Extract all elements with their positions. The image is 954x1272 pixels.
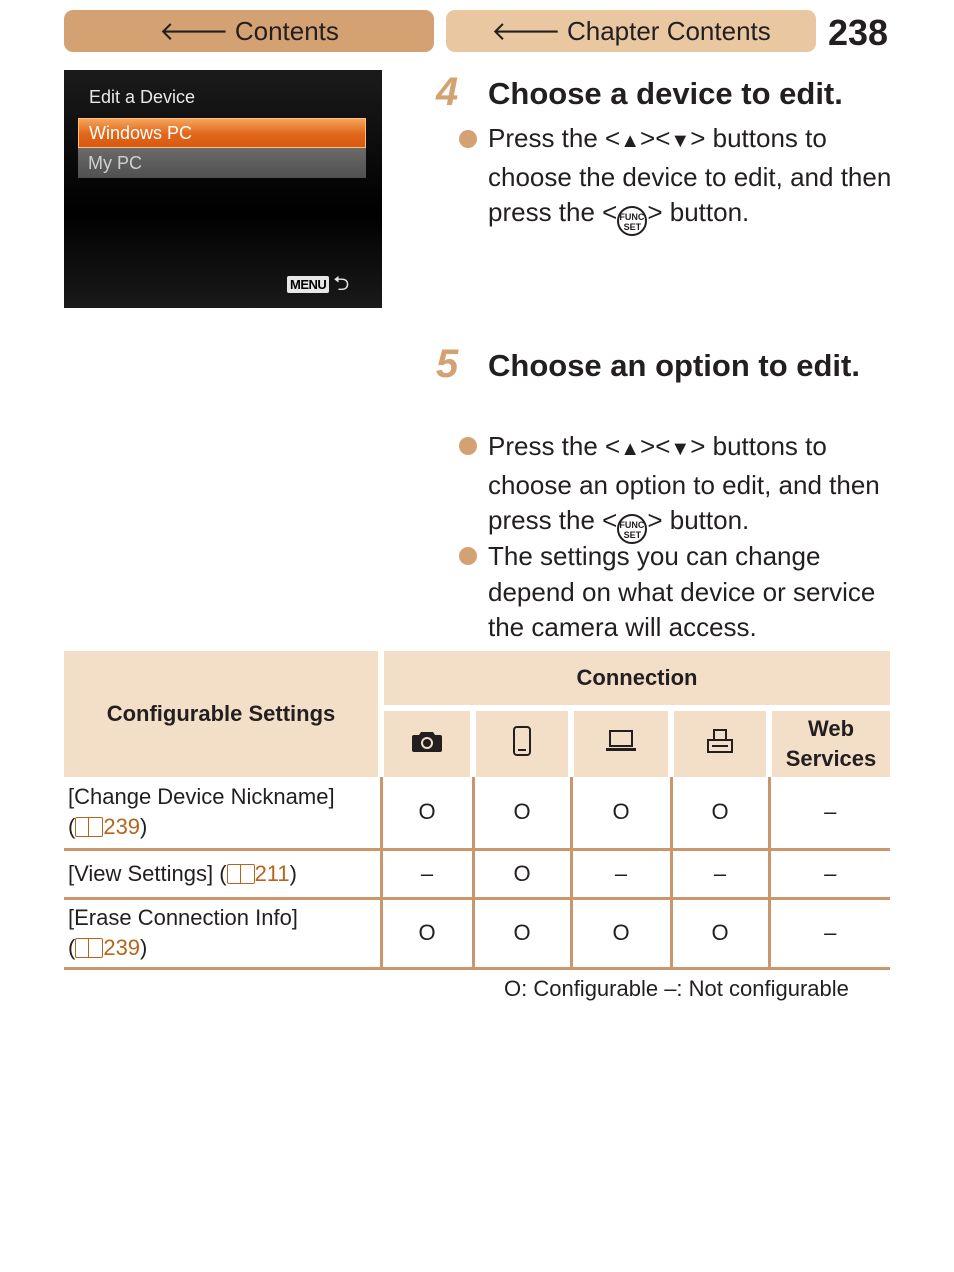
text: Press the < bbox=[488, 431, 621, 461]
page-reference-link[interactable]: 239 bbox=[103, 935, 141, 960]
book-reference-icon bbox=[227, 864, 255, 884]
text: > buttons to choose the device to edit, and then press the < bbox=[488, 123, 892, 227]
chapter-contents-label: Chapter Contents bbox=[566, 15, 771, 46]
text: >< bbox=[640, 123, 671, 153]
setting-label bbox=[64, 777, 381, 849]
page-reference-link[interactable]: 211 bbox=[254, 860, 290, 886]
table-row bbox=[64, 777, 890, 849]
text: [Change Device Nickname] bbox=[68, 784, 335, 810]
header-web-services bbox=[769, 708, 890, 777]
cell-value: O bbox=[571, 777, 671, 849]
cell-value: O bbox=[381, 898, 473, 968]
bullet-icon bbox=[459, 437, 477, 455]
text: > button. bbox=[647, 197, 750, 227]
web-services-label: Services bbox=[785, 746, 877, 771]
camera-menu-item-selected: Windows PC bbox=[78, 118, 366, 148]
func-set-button-icon bbox=[617, 206, 647, 236]
step-note: The settings you can change depend on what device or service the camera will access. bbox=[488, 541, 876, 642]
back-arrow-icon: ⮌ bbox=[333, 273, 350, 295]
func-label: FUNC. bbox=[619, 520, 647, 530]
computer-icon bbox=[571, 708, 671, 777]
bullet-icon bbox=[459, 130, 477, 148]
down-arrow-icon: ▼ bbox=[670, 130, 691, 152]
camera-menu-item: My PC bbox=[78, 148, 366, 178]
web-services-label: Web bbox=[807, 716, 855, 741]
text: >< bbox=[640, 431, 671, 461]
table-legend: O: Configurable –: Not configurable bbox=[504, 976, 849, 1001]
step-title: Choose an option to edit. bbox=[488, 348, 860, 383]
text: [Erase Connection Info] bbox=[68, 905, 298, 930]
camera-screen-title: Edit a Device bbox=[89, 87, 196, 107]
header-connection: Connection bbox=[381, 651, 890, 708]
camera-screen-image bbox=[64, 70, 382, 308]
header-configurable-settings: Configurable Settings bbox=[64, 651, 381, 777]
text: > button. bbox=[647, 505, 750, 535]
page-reference-link[interactable]: 239 bbox=[103, 814, 141, 840]
set-label: SET bbox=[623, 530, 642, 540]
chapter-contents-button[interactable] bbox=[446, 10, 816, 52]
printer-icon bbox=[671, 708, 769, 777]
down-arrow-icon: ▼ bbox=[670, 438, 691, 460]
cell-value: – bbox=[671, 849, 769, 898]
cell-value: O bbox=[571, 898, 671, 968]
camera-icon bbox=[381, 708, 473, 777]
cell-value: O bbox=[473, 777, 571, 849]
cell-value: O bbox=[473, 849, 571, 898]
page-number: 238 bbox=[828, 12, 889, 53]
cell-value: O bbox=[671, 898, 769, 968]
cell-value: – bbox=[769, 849, 890, 898]
step-instruction bbox=[488, 429, 908, 544]
cell-value: – bbox=[381, 849, 473, 898]
cell-value: O bbox=[671, 777, 769, 849]
func-label: FUNC. bbox=[619, 212, 647, 222]
cell-value: O bbox=[473, 898, 571, 968]
configurable-settings-table bbox=[64, 651, 890, 970]
text: ) bbox=[140, 935, 148, 960]
setting-label bbox=[64, 898, 381, 968]
arrow-left-icon: 🡐 bbox=[491, 15, 561, 46]
text: Press the < bbox=[488, 123, 621, 153]
text: > buttons to choose an option to edit, and then press the < bbox=[488, 431, 880, 535]
cell-value: O bbox=[381, 777, 473, 849]
contents-button[interactable] bbox=[64, 10, 434, 52]
step-title: Choose a device to edit. bbox=[488, 76, 843, 111]
menu-button-icon: MENU bbox=[287, 276, 329, 293]
book-reference-icon bbox=[75, 817, 103, 837]
book-reference-icon bbox=[75, 938, 103, 958]
table-row bbox=[64, 898, 890, 968]
cell-value: – bbox=[769, 898, 890, 968]
step-instruction bbox=[488, 121, 908, 236]
setting-label bbox=[64, 849, 381, 898]
set-label: SET bbox=[623, 222, 642, 232]
contents-label: Contents bbox=[234, 15, 339, 46]
text: ) bbox=[289, 860, 297, 886]
table-row bbox=[64, 849, 890, 898]
up-arrow-icon: ▲ bbox=[620, 438, 641, 460]
arrow-left-icon: 🡐 bbox=[159, 15, 229, 46]
camera-menu-back bbox=[287, 274, 349, 294]
up-arrow-icon: ▲ bbox=[620, 130, 641, 152]
cell-value: – bbox=[769, 777, 890, 849]
step-number: 5 bbox=[436, 342, 459, 386]
text: ( bbox=[68, 935, 76, 960]
cell-value: – bbox=[571, 849, 671, 898]
smartphone-icon bbox=[473, 708, 571, 777]
text: ) bbox=[140, 814, 148, 840]
step-number: 4 bbox=[436, 70, 459, 114]
bullet-icon bbox=[459, 547, 477, 565]
text: ( bbox=[68, 814, 76, 840]
text: [View Settings] ( bbox=[68, 860, 227, 886]
